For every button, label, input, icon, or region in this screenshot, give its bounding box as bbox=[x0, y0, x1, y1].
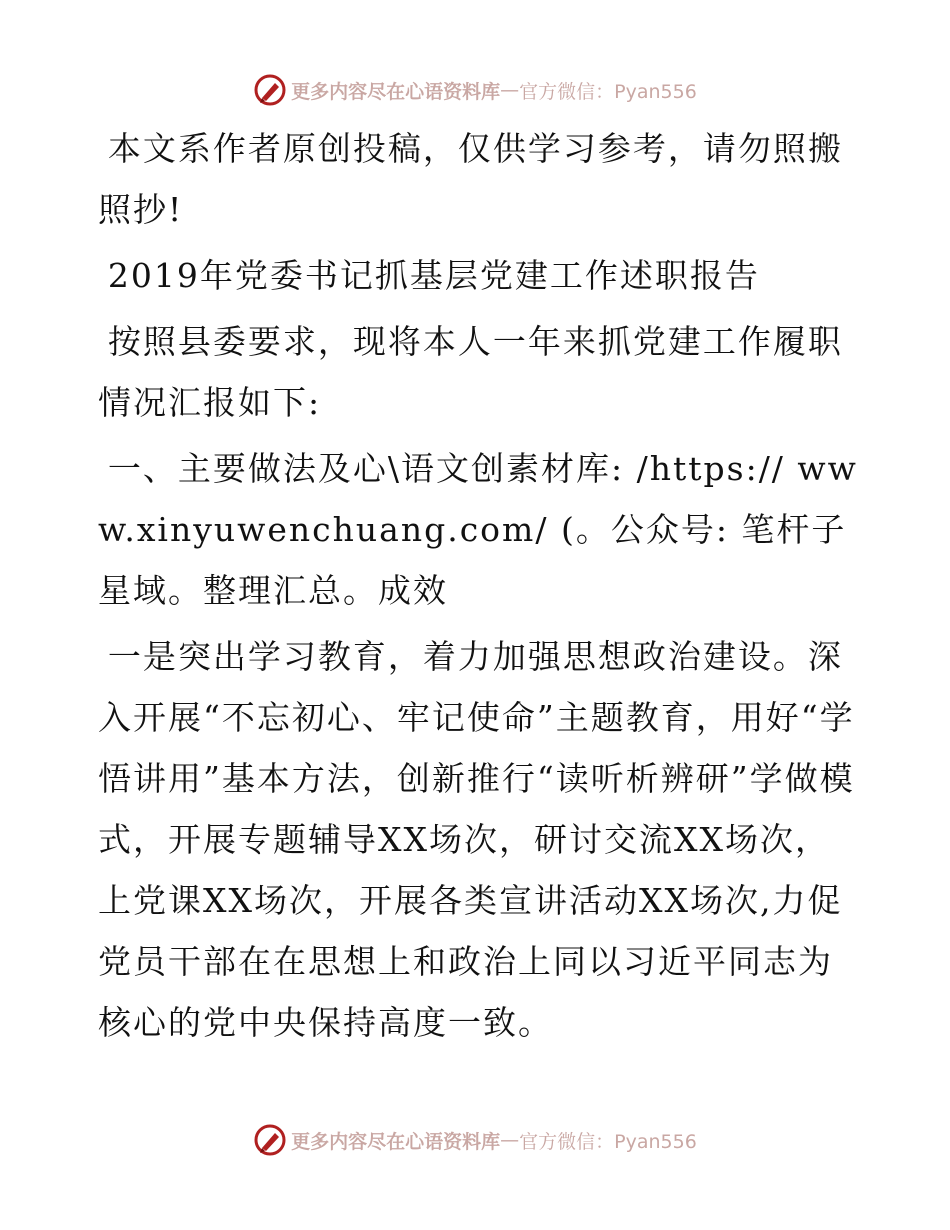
body-paragraph: 一是突出学习教育，着力加强思想政治建设。深入开展“不忘初心、牢记使命”主题教育，用好“学悟讲用”基本方法，创新推行“读听析辨研”学做模式，开展专题辅导XX场次，研讨交流XX场次，上党课XX场次，开展各类宣讲活动XX场次,力促党员干部在在思想上和政治上同以习近平同志为核心的党中央保持高度一致。 bbox=[98, 637, 855, 1042]
watermark-text: 更多内容尽在心语资料库 bbox=[291, 1130, 501, 1153]
pen-logo-icon bbox=[253, 73, 287, 107]
watermark-footer bbox=[0, 1120, 950, 1160]
watermark-dash: — bbox=[500, 1129, 520, 1151]
pen-logo-icon bbox=[253, 1123, 287, 1157]
disclaimer-paragraph: 本文系作者原创投稿，仅供学习参考，请勿照搬照抄! bbox=[98, 129, 843, 229]
watermark-text: 更多内容尽在心语资料库 bbox=[291, 80, 501, 103]
watermark-dash: — bbox=[500, 79, 520, 101]
watermark-header bbox=[0, 70, 950, 110]
intro-paragraph: 按照县委要求，现将本人一年来抓党建工作履职情况汇报如下: bbox=[98, 322, 843, 422]
watermark-wechat: 官方微信：Pyan556 bbox=[519, 80, 697, 103]
document-body bbox=[98, 118, 858, 1053]
section-heading: 一、主要做法及心\语文创素材库: /https:// www.xinyuwenchuang.com/ (。公众号: 笔杆子星域。整理汇总。成效 bbox=[98, 449, 858, 610]
document-title: 2019年党委书记抓基层党建工作述职报告 bbox=[107, 256, 760, 295]
watermark-wechat: 官方微信：Pyan556 bbox=[519, 1130, 697, 1153]
